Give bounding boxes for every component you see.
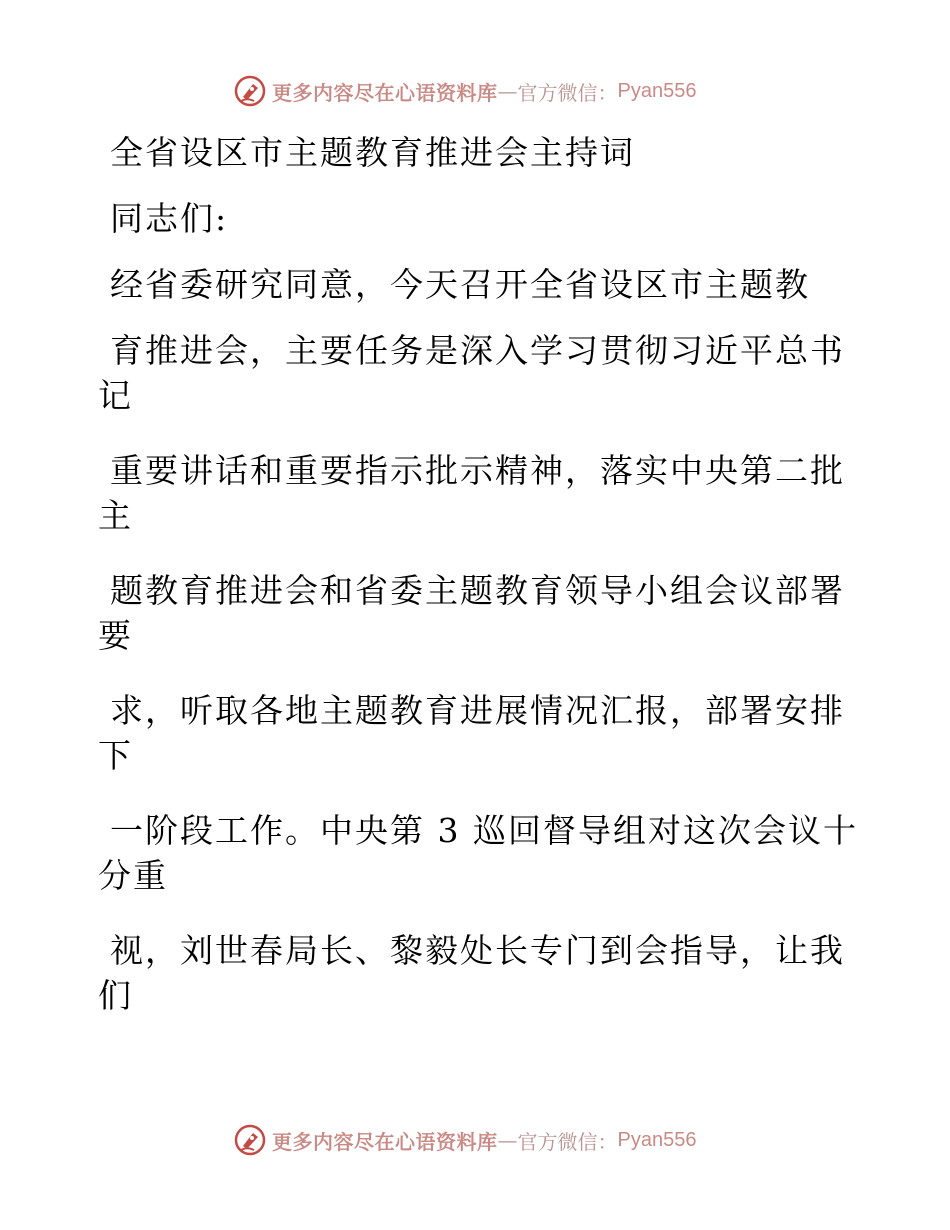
watermark-dash: — xyxy=(497,1128,518,1152)
pen-nib-logo-icon xyxy=(234,1124,266,1156)
document-title: 全省设区市主题教育推进会主持词 xyxy=(110,133,635,172)
paragraph-line: 求，听取各地主题教育进展情况汇报，部署安排 xyxy=(110,691,845,730)
paragraph-line-wrap: 主 xyxy=(98,496,133,535)
watermark-dash: — xyxy=(497,79,518,103)
paragraph-line: 重要讲话和重要指示批示精神，落实中央第二批 xyxy=(110,451,845,490)
watermark-id: Pyan556 xyxy=(617,79,697,102)
paragraph-line-wrap: 们 xyxy=(98,976,133,1015)
document-body xyxy=(98,120,858,1038)
watermark-id: Pyan556 xyxy=(617,1128,697,1151)
paragraph-line: 育推进会，主要任务是深入学习贯彻习近平总书 xyxy=(110,331,845,370)
paragraph-line-wrap: 下 xyxy=(98,736,133,775)
pen-nib-logo-icon xyxy=(234,75,266,107)
paragraph-line: 一阶段工作。中央第 3 巡回督导组对这次会议十 xyxy=(110,811,858,850)
header-watermark xyxy=(234,73,696,109)
watermark-label: 官方微信： xyxy=(517,80,618,105)
watermark-brand: 更多内容尽在心语资料库 xyxy=(272,80,498,105)
watermark-label: 官方微信： xyxy=(517,1129,618,1154)
paragraph-line-wrap: 要 xyxy=(98,616,133,655)
greeting: 同志们: xyxy=(110,199,229,238)
paragraph-line: 经省委研究同意，今天召开全省设区市主题教 xyxy=(110,265,810,304)
watermark-brand: 更多内容尽在心语资料库 xyxy=(272,1129,498,1154)
paragraph-line-wrap: 分重 xyxy=(98,856,168,895)
footer-watermark xyxy=(234,1122,696,1158)
paragraph-line: 题教育推进会和省委主题教育领导小组会议部署 xyxy=(110,571,845,610)
paragraph-line-wrap: 记 xyxy=(98,376,133,415)
paragraph-line: 视，刘世春局长、黎毅处长专门到会指导，让我 xyxy=(110,931,845,970)
